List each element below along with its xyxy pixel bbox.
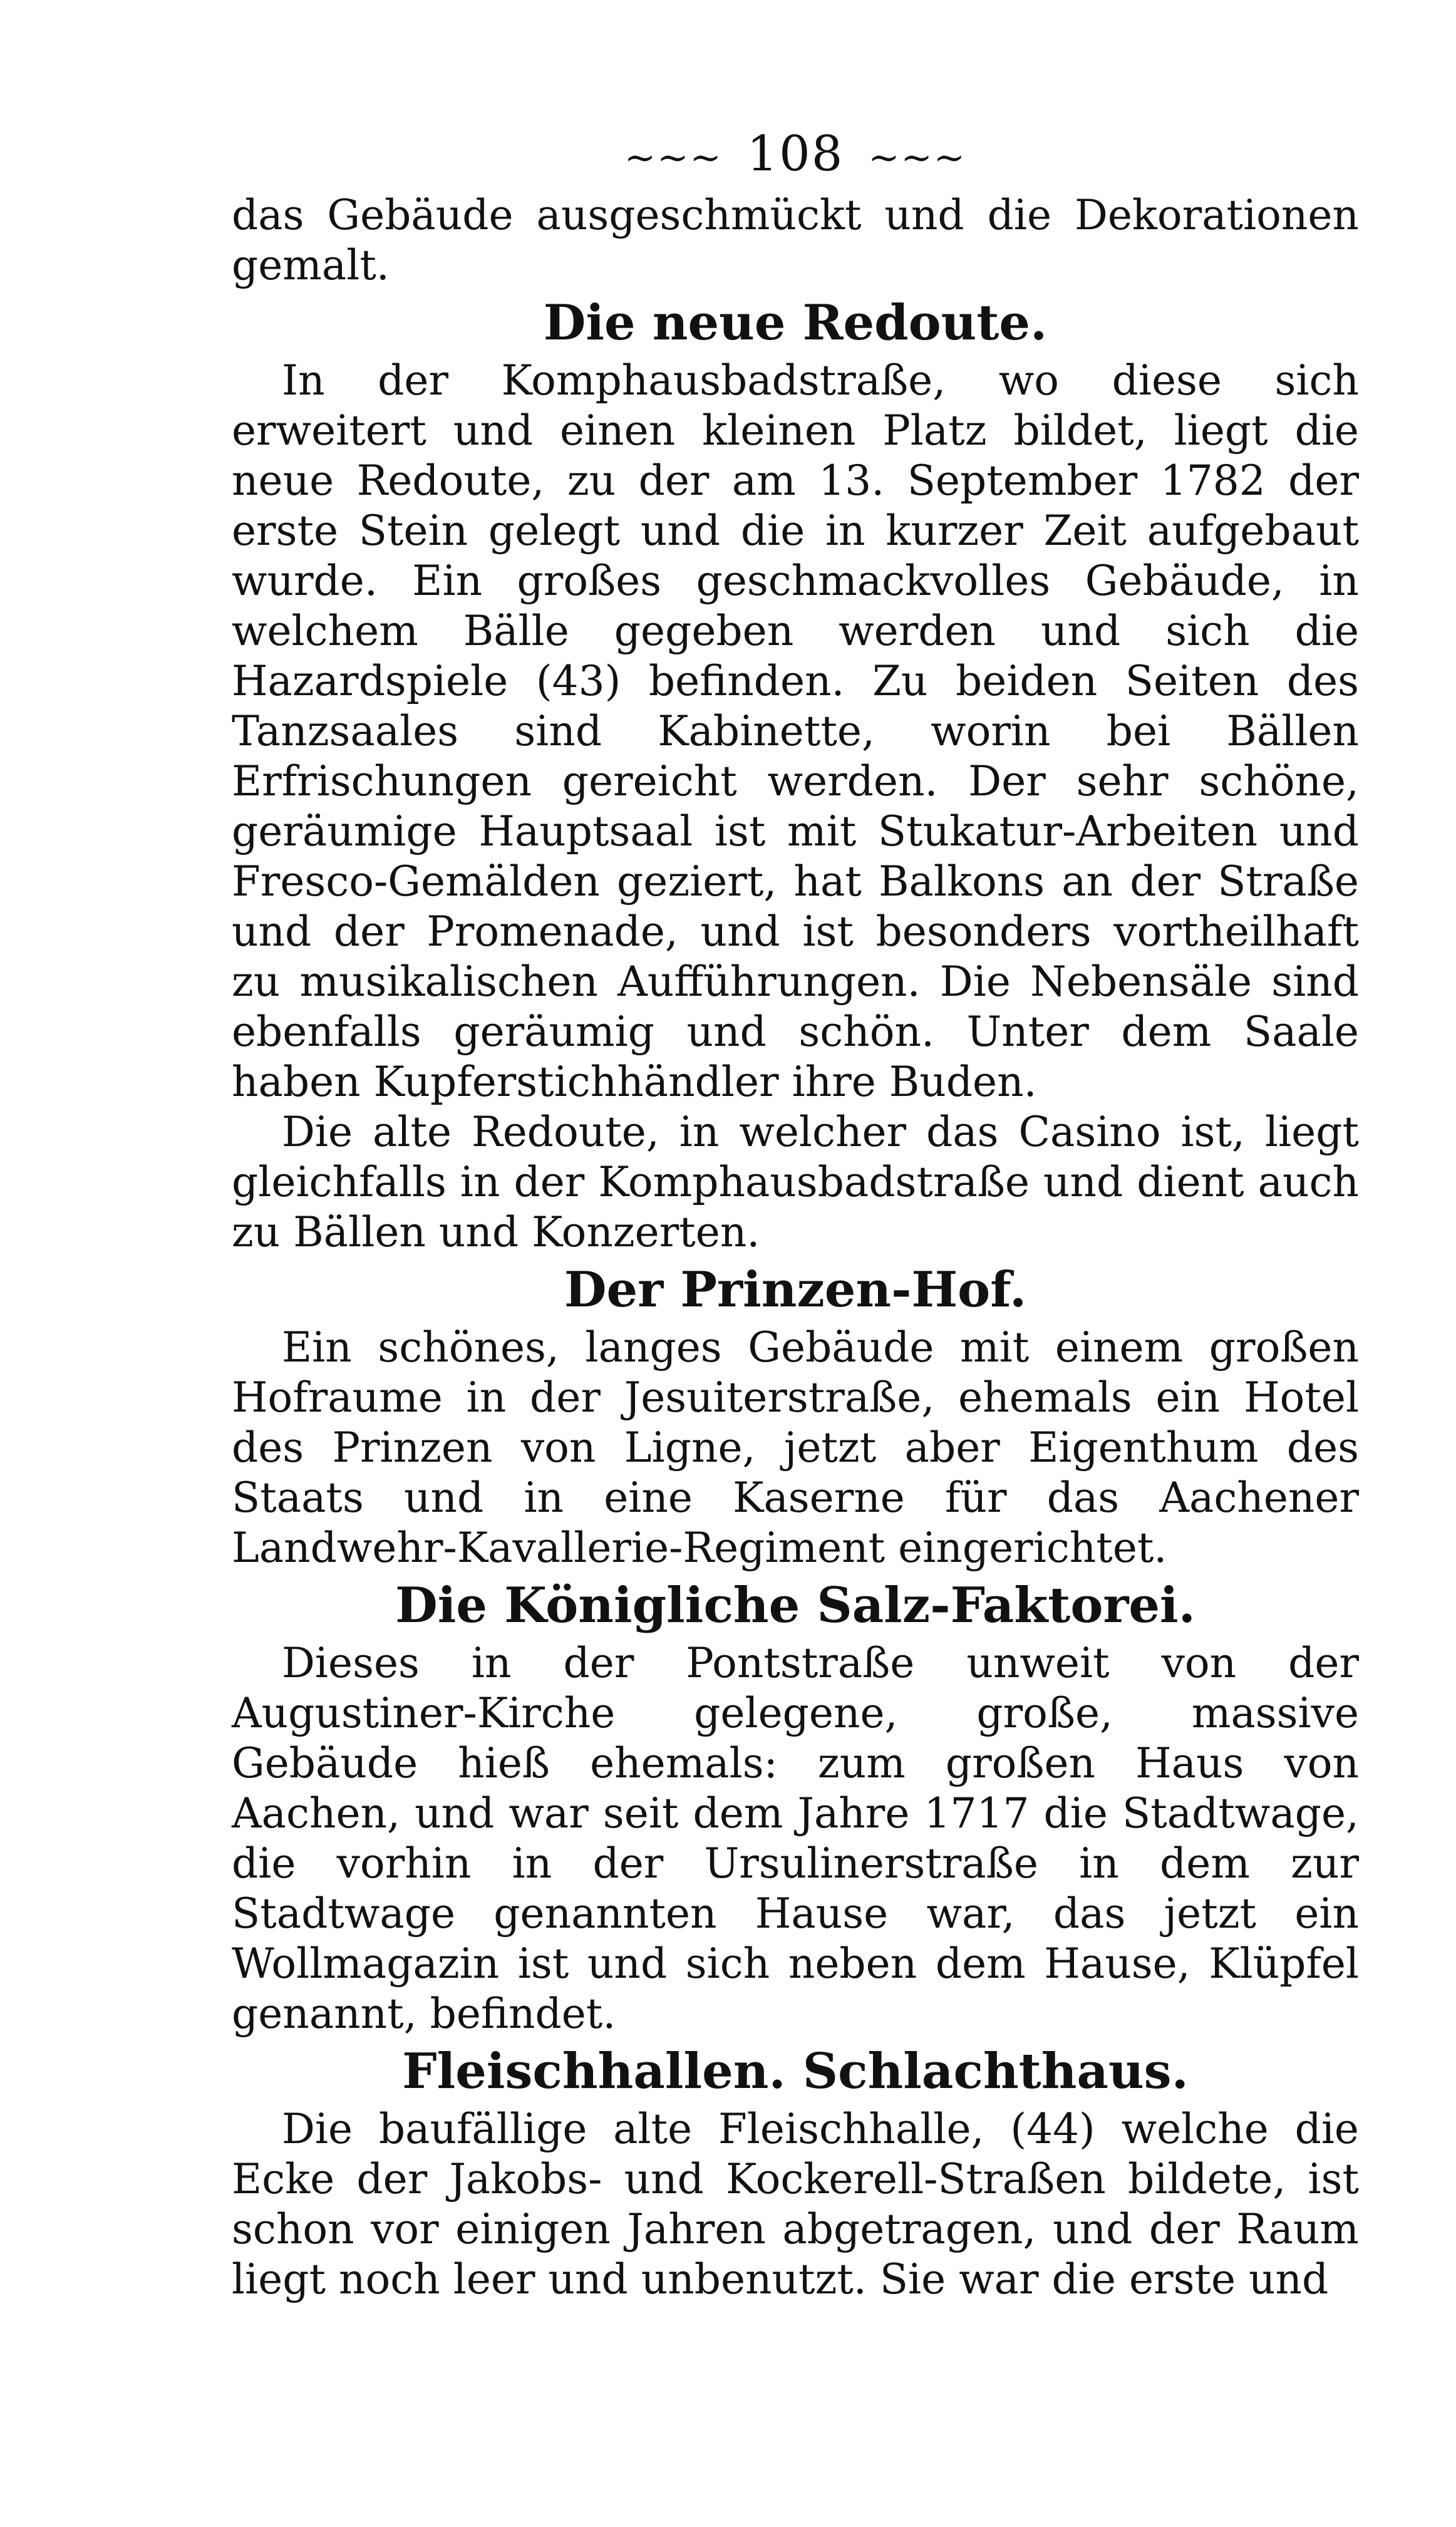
page-number: 108 — [746, 126, 844, 182]
paragraph-fleischhallen: Die baufällige alte Fleischhalle, (44) welche die Ecke der Jakobs- und Kockerell-Straßen bildete, ist schon vor einigen Jahren abgetragen, und der Raum liegt noch leer und unbenutzt. Sie war die erste und — [232, 2104, 1359, 2303]
section-heading-fleischhallen: Fleischhallen. Schlachthaus. — [402, 2042, 1189, 2100]
paragraph-prinzenhof: Ein schönes, langes Gebäude mit einem großen Hofraume in der Jesuiterstraße, ehemals ein Hotel des Prinzen von Ligne, jetzt aber Eigenthum des Staats und in eine Kaserne für das Aachener Landwehr-Kavallerie-Regiment eingerichtet. — [232, 1323, 1359, 1572]
section-heading-redoute: Die neue Redoute. — [543, 294, 1048, 351]
section-heading-prinzenhof: Der Prinzen-Hof. — [564, 1261, 1027, 1318]
section-heading-salz-faktorei: Die Königliche Salz-Faktorei. — [395, 1576, 1195, 1634]
page-number-line — [232, 125, 1359, 184]
ornament-right: ~~~ — [868, 136, 967, 180]
book-page — [232, 125, 1359, 2305]
paragraph-redoute-1: In der Komphausbadstraße, wo diese sich erweitert und einen kleinen Platz bildet, liegt die neue Redoute, zu der am 13. September 1782 der erste Stein gelegt und die in kurzer Zeit aufgebaut wurde. Ein großes geschmackvolles Gebäude, in welchem Bälle gegeben werden und sich die Hazardspiele (43) befinden. Zu beiden Seiten des Tanzsaales sind Kabinette, worin bei Bällen Erfrischungen gereicht werden. Der sehr schöne, geräumige Hauptsaal ist mit Stukatur-Arbeiten und Fresco-Gemälden geziert, hat Balkons an der Straße und der Promenade, und ist besonders vortheilhaft zu musikalischen Aufführungen. Die Nebensäle sind ebenfalls geräumig und schön. Unter dem Saale haben Kupferstichhändler ihre Buden. — [232, 356, 1359, 1106]
ornament-left: ~~~ — [624, 136, 723, 180]
intro-paragraph: das Gebäude ausgeschmückt und die Dekorationen gemalt. — [232, 190, 1359, 289]
paragraph-redoute-2: Die alte Redoute, in welcher das Casino ist, liegt gleichfalls in der Komphausbadstraße und dient auch zu Bällen und Konzerten. — [232, 1107, 1359, 1256]
paragraph-salz-faktorei: Dieses in der Pontstraße unweit von der Augustiner-Kirche gelegene, große, massive Gebäude hieß ehemals: zum großen Haus von Aachen, und war seit dem Jahre 1717 die Stadtwage, die vorhin in der Ursulinerstraße in dem zur Stadtwage genannten Hause war, das jetzt ein Wollmagazin ist und sich neben dem Hause, Klüpfel genannt, befindet. — [232, 1638, 1359, 2038]
